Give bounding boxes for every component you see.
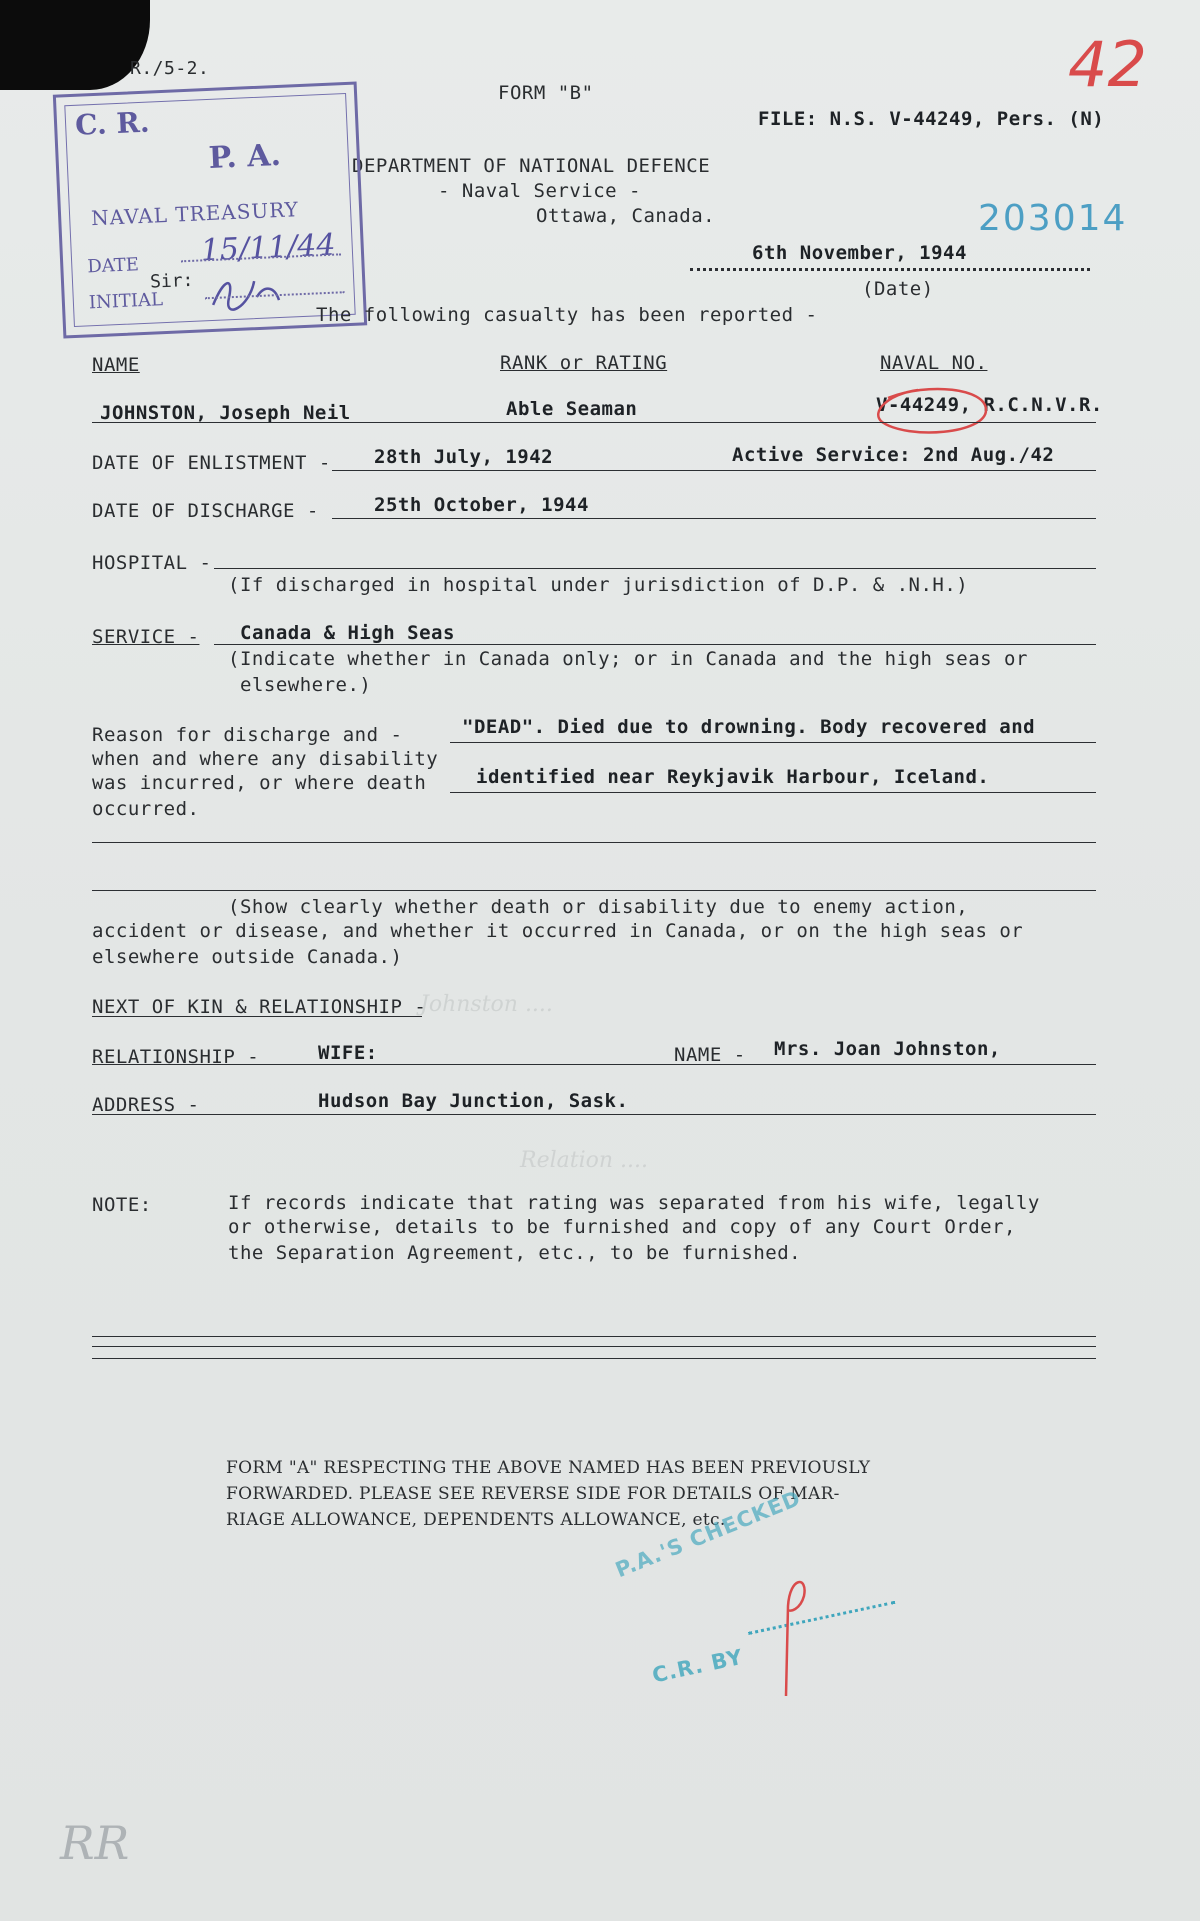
address-value: Hudson Bay Junction, Sask. — [318, 1090, 629, 1112]
reason-value-2: identified near Reykjavik Harbour, Iceland. — [476, 766, 990, 788]
address-rule — [92, 1114, 1096, 1115]
cr-by-dots — [748, 1601, 895, 1635]
rank-value: Able Seaman — [506, 398, 638, 420]
city: Ottawa, Canada. — [536, 205, 716, 227]
relationship-label: RELATIONSHIP - — [92, 1046, 260, 1068]
bleed-through-text: Johnston .... — [420, 992, 553, 1017]
naval-no-value: V-44249, R.C.N.V.R. — [876, 394, 1103, 416]
reason-rule-1 — [450, 742, 1096, 743]
separator-rule-2 — [92, 1346, 1096, 1347]
bleed-through-text: Relation .... — [520, 1148, 648, 1173]
relationship-value: WIFE: — [318, 1042, 378, 1064]
hospital-rule — [214, 568, 1096, 569]
reason-value-1: "DEAD". Died due to drowning. Body recovered and — [462, 716, 1036, 738]
salutation: Sir: — [149, 269, 194, 293]
separator-rule-3 — [92, 1358, 1096, 1359]
folio-number: 42 — [1068, 28, 1147, 101]
name-rule — [92, 422, 1096, 423]
pencil-initials: RR — [60, 1816, 130, 1870]
stamp-naval-treasury: NAVAL TREASURY — [90, 197, 300, 231]
report-date: 6th November, 1944 — [752, 242, 967, 264]
hospital-label: HOSPITAL - — [92, 552, 212, 574]
footer-line-3: RIAGE ALLOWANCE, DEPENDENTS ALLOWANCE, etc. — [226, 1510, 726, 1530]
separator-rule-1 — [92, 1336, 1096, 1337]
show-note-1: (Show clearly whether death or disability due to enemy action, — [228, 896, 969, 918]
red-check-signature-icon — [774, 1566, 814, 1706]
reason-rule-4 — [92, 890, 1096, 891]
reason-rule-3 — [92, 842, 1096, 843]
torn-corner — [0, 0, 150, 90]
discharge-rule — [332, 518, 1096, 519]
reason-label-2: when and where any disability — [92, 748, 439, 770]
serial-stamp: 203014 — [978, 198, 1128, 239]
hospital-note: (If discharged in hospital under jurisdiction of D.P. & .N.H.) — [228, 574, 969, 596]
rank-header: RANK or RATING — [500, 352, 668, 374]
enlistment-rule — [332, 470, 1096, 471]
discharge-label: DATE OF DISCHARGE - — [92, 500, 319, 522]
note-line-3: the Separation Agreement, etc., to be furnished. — [228, 1242, 802, 1264]
enlistment-label: DATE OF ENLISTMENT - — [92, 452, 331, 474]
active-service: Active Service: 2nd Aug./42 — [732, 444, 1055, 466]
cr-by-stamp — [650, 1645, 745, 1688]
intro-text: The following casualty has been reported - — [316, 304, 818, 326]
show-note-3: elsewhere outside Canada.) — [92, 946, 403, 968]
reason-label-1: Reason for discharge and - — [92, 724, 403, 746]
stamp-cr: C. R. — [74, 105, 151, 142]
naval-no-header: NAVAL NO. — [880, 352, 988, 374]
footer-line-2: FORWARDED. PLEASE SEE REVERSE SIDE FOR DETAILS OF MAR- — [226, 1484, 840, 1504]
stamp-date-label: DATE — [86, 254, 140, 278]
next-of-kin-label: NEXT OF KIN & RELATIONSHIP - — [92, 996, 427, 1018]
note-line-2: or otherwise, details to be furnished and copy of any Court Order, — [228, 1216, 1016, 1238]
stamp-initial-label: INITIAL — [88, 289, 164, 314]
reason-label-3: was incurred, or where death — [92, 772, 427, 794]
note-line-1: If records indicate that rating was separated from his wife, legally — [228, 1192, 1040, 1214]
form-title: FORM "B" — [498, 82, 594, 104]
service-note-1: (Indicate whether in Canada only; or in Canada and the high seas or — [228, 648, 1028, 670]
kin-name-value: Mrs. Joan Johnston, — [774, 1038, 1001, 1060]
cr-by-text: C.R. BY — [650, 1644, 746, 1688]
department-name: DEPARTMENT OF NATIONAL DEFENCE — [352, 155, 711, 177]
service-value: Canada & High Seas — [240, 622, 455, 644]
naval-service: - Naval Service - — [438, 180, 641, 202]
stamp-pa: P. A. — [207, 137, 282, 176]
reason-label-4: occurred. — [92, 798, 200, 820]
show-note-2: accident or disease, and whether it occurred in Canada, or on the high seas or — [92, 920, 1024, 942]
service-note-2: elsewhere.) — [240, 674, 372, 696]
footer-line-1: FORM "A" RESPECTING THE ABOVE NAMED HAS BEEN PREVIOUSLY — [226, 1458, 871, 1478]
stamp-date-handwritten: 15/11/44 — [200, 227, 337, 269]
pa-checked-text: P.A.'S CHECKED — [612, 1485, 805, 1583]
form-ref: R./5-2. — [130, 58, 210, 79]
note-label: NOTE: — [92, 1194, 152, 1216]
date-label: (Date) — [862, 278, 934, 300]
kin-name-label: NAME - — [674, 1044, 746, 1066]
cr-pa-stamp — [53, 81, 367, 338]
reason-rule-2 — [450, 792, 1096, 793]
enlistment-value: 28th July, 1942 — [374, 446, 554, 468]
name-header: NAME — [92, 354, 140, 376]
red-circle-icon — [868, 378, 1008, 444]
service-rule — [214, 644, 1096, 645]
address-label: ADDRESS - — [92, 1094, 200, 1116]
file-reference: FILE: N.S. V-44249, Pers. (N) — [758, 108, 1105, 130]
initial-scribble-icon — [204, 266, 286, 319]
next-of-kin-rule — [92, 1016, 422, 1017]
relationship-rule — [92, 1064, 1096, 1065]
name-value: JOHNSTON, Joseph Neil — [100, 402, 351, 424]
service-label: SERVICE - — [92, 626, 200, 648]
date-dotted-line — [690, 268, 1090, 271]
discharge-value: 25th October, 1944 — [374, 494, 589, 516]
